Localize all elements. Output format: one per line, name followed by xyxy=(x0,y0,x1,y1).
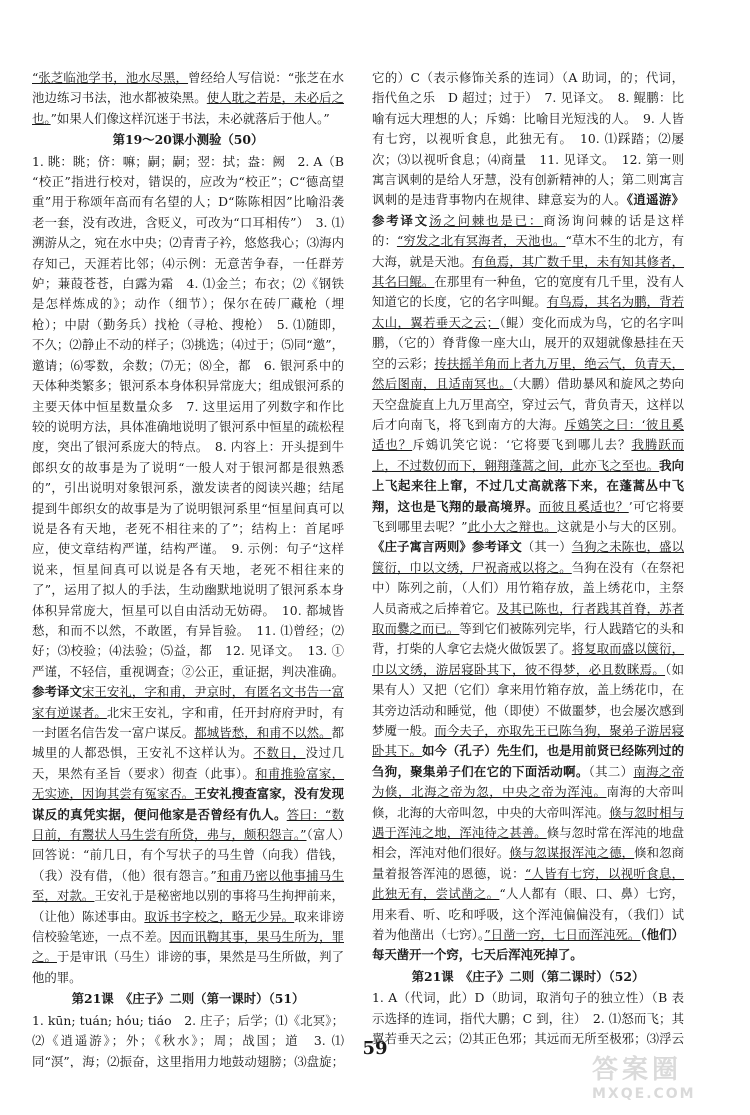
text-block xyxy=(32,152,344,989)
original-text-segment: 和甫乃密以他事捕马生至，对款。 xyxy=(32,867,344,904)
section-heading: 第21课 《庄子》二则（第二课时）（52） xyxy=(411,968,645,984)
bold-text-segment: 王安礼搜查富家，没有发现谋反的真凭实据，便问他家是否曾经有仇人。 xyxy=(32,786,344,822)
text-segment: （如果有人）又把（它们）拿来用竹箱存放，盖上绣花巾，在其旁边活动和睡觉，他（即使）不做噩梦，也会屡次感到梦魇一般。 xyxy=(372,661,684,738)
watermark-top-text: 答案圈 xyxy=(592,1055,683,1085)
left-column xyxy=(32,68,344,1068)
text-segment: （富人）回答说：“前几日，有个写状子的马生曾（向我）借钱，（我）没有借，（他）很有怨言。” xyxy=(32,827,344,883)
original-text-segment: 有鱼焉，其广数千里，未有知其修者，其名曰鲲。 xyxy=(372,253,684,290)
original-text-segment: “张芝临池学书，池水尽黑， xyxy=(32,70,189,85)
text-segment: 这就是小与大的区别。 xyxy=(556,518,684,534)
text-segment: 没过几天，果然有圣旨（要求）彻查（此事）。 xyxy=(32,745,344,781)
text-segment: 曾经给人写信说：“张芝在水池边练习书法，池水都被染黑。 xyxy=(32,70,344,106)
original-text-segment: 取诉书字校之，略无少异。 xyxy=(144,908,295,924)
bold-text-segment: 我向上飞起来往上窜，不过几丈高就落下来，在蓬蒿丛中飞翔，这也是飞翔的最高境界。 xyxy=(372,457,684,514)
original-text-segment: 都城皆愁，和甫不以然。 xyxy=(194,725,332,740)
text-segment: 刍狗在没有（在祭祀中）陈列之前，（人们）用竹箱存放，盖上绣花巾，主祭人员斋戒之后捧着它。 xyxy=(372,559,684,616)
page-number: 59 xyxy=(362,1038,388,1059)
text-segment: 倏和忽商量着报答浑沌的恩德，说： xyxy=(372,845,684,881)
text-segment: 1. 眺：眺；侪：嘛；嗣；嗣；翌：拭；盎：阙 2. A（B “校正”指进行校对，错误的，应改为“校正”；C“德高望重”用于称颂年高而有名望的人；D“陈陈相因”比喻沿袭老一套，没有改进，含贬义，可改为“口耳相传”） 3. ⑴溯游从之，宛在水中央；⑵青青子衿，悠悠我心；⑶海内存知己，天涯若比邻；⑷示例：无意苦争春，一任群芳妒；蒹葭苍苍，白露为霜 4. ⑴金兰；布衣；⑵《钢铁是怎样炼成的》；动作（细节）；保尔在砖厂藏枪（埋枪）；中尉（勤务兵）找枪（寻枪、搜枪） 5. ⑴随即，不久；⑵静止不动的样子；⑶挑选；⑷过于；⑸同“邀”，邀请；⑹零数，余数；⑺无；⑻全，都 6. 银河系中的天体种类繁多；银河系本身体积异常庞大；组成银河系的主要天体中恒星数量众多 7. 这里运用了列数字和作比较的说明方法，具体准确地说明了银河系中恒星的疏松程度，突出了银河系庞大的特点。 8. 内容上：开头提到牛郎织女的故事是为了说明“一般人对于银河都是很熟悉的”，引出说明对象银河系，激发读者的阅读兴趣；结尾提到牛郎织女的故事是为了说明银河系里“恒星间真可以说是各有天地，老死不相往来的了”；结构上：首尾呼应，使文章结构严谨，结构严谨。 9. 示例：句子“这样说来，恒星间真可以说是各有天地，老死不相往来的了”，运用了拟人的手法，生动幽默地说明了银河系本身体积异常庞大，恒星可以自由活动无妨碍。 10. 都城皆愁，和而不以然，不敢匿，有异旨验。 11. ⑴曾经；⑵好；⑶校验；⑷法验；⑸益，都 12. 见译文。 13. ①严谨，不轻信，重视调查；②公正，重证据，判决准确。 xyxy=(32,153,344,679)
bold-text-segment: 《逍遥游》参考译文 xyxy=(372,192,684,228)
text-segment: 倏与忽时常在浑沌的地盘相会，浑沌对他们很好。 xyxy=(372,825,684,861)
original-text-segment: 将复取而盛以箧衍，巾以文绣，游居寝卧其下，彼不得梦，必且数眯焉。 xyxy=(372,641,684,677)
original-text-segment: ”日凿一窍，七日而浑沌死。 xyxy=(484,927,641,943)
watermark-bottom-text: MXQE.COM xyxy=(592,1086,696,1102)
right-column xyxy=(372,68,684,1048)
bold-text-segment: 《庄子寓言两则》参考译文 xyxy=(372,539,522,555)
text-segment: 1. kūn; tuán; hóu; tiáo 2. 庄子；后学；⑴《北冥》；⑵《逍遥游》；外；《秋水》；周；战国；道 3. ⑴同“溟”，海；⑵振奋，这里指用力地鼓动翅膀；⑶盘旋； xyxy=(32,1012,344,1068)
text-segment: 南海的大帝叫倏，北海的大帝叫忽，中央的大帝叫浑沌。 xyxy=(372,784,684,820)
text-segment: “草木不生的北方，有大海，就是天池。 xyxy=(372,233,684,269)
original-text-segment: 因而讯鞫其事，果马生所为，罪之。 xyxy=(32,929,344,965)
text-segment: 都城里的人都恐惧，王安礼不这样认为。 xyxy=(32,725,344,761)
text-segment: （其一） xyxy=(521,539,572,555)
original-text-segment: 我腾跃而上，不过数仞而下，翱翔蓬蒿之间，此亦飞之至也。 xyxy=(372,437,684,473)
text-segment: 于是审讯（马生）诽谤的事，果然是马生所做，判了他的罪。 xyxy=(32,949,344,985)
original-text-segment: 及其已陈也，行者践其首脊，苏者取而爨之而已。 xyxy=(372,600,684,636)
text-segment: 1. A（代词，此）D（助词，取消句子的独立性）（B 表示选择的连词，指代大鹏；C 到，往） 2. ⑴怒而飞；其翼若垂天之云；⑵其正色邪；其远而无所至极邪；⑶浮云 xyxy=(372,990,684,1047)
text-segment: （其二） xyxy=(588,763,634,779)
text-block xyxy=(32,68,344,129)
watermark-logo xyxy=(592,1049,742,1109)
original-text-segment: 此小大之辩也。 xyxy=(467,518,557,534)
original-text-segment: 而今夫子，亦取先王已陈刍狗，聚弟子游居寝卧其下。 xyxy=(372,723,684,759)
text-segment: 取来诽谤信校验笔迹，一点不差。 xyxy=(32,908,344,945)
original-text-segment: 有鸟焉，其名为鹏，背若太山，翼若垂天之云； xyxy=(372,294,684,330)
original-text-segment: 和甫推验富家，无实迹，因询其尝有冤家否。 xyxy=(32,765,344,802)
text-segment: （大鹏）借助暴风和旋风之势向天空盘旋直上九万里高空，穿过云气，背负青天，这样以后才向南飞，将飞到南方的大海。 xyxy=(372,376,684,432)
original-text-segment: 斥鴳笑之曰：‘彼且奚适也？ xyxy=(372,416,684,453)
text-segment: ’可它将要飞到哪里去呢？” xyxy=(372,498,684,534)
section-heading: 第21课 《庄子》二则（第一课时）（51） xyxy=(71,991,305,1007)
text-segment: （鲲）变化而成为鸟，它的名字叫鹏，（它的）脊背像一座大山，展开的双翅就像悬挂在天空的云彩； xyxy=(372,314,684,371)
bold-text-segment: 如今（孔子）先生们，也是用前贤已经陈列过的刍狗，聚集弟子们在它的下面活动啊。 xyxy=(372,743,684,779)
text-block xyxy=(372,68,684,966)
original-text-segment: 刍狗之未陈也，盛以箧衍，巾以文绣，尸祝斋戒以将之。 xyxy=(372,539,684,575)
original-text-segment: 倏与忽时相与遇于浑沌之地，浑沌待之甚善。 xyxy=(372,804,684,841)
original-text-segment: 倏与忽谋报浑沌之德， xyxy=(509,845,635,861)
text-segment: 等到它们被陈列完毕，行人践踏它的头和背，打柴的人拿它去烧火做饭罢了。 xyxy=(372,620,684,657)
original-text-segment: 汤之问棘也是已： xyxy=(429,212,544,228)
text-segment: 王安礼于是秘密地以别的事将马生拘押前来，（让他）陈述事由。 xyxy=(32,888,344,924)
text-segment: 它的）C（表示修饰关系的连词）（A 助词，的；代词，指代鱼之乐 D 超过；过于） 7. 见译文。 8. 鲲鹏：比喻有远大理想的人；斥鴳：比喻目光短浅的人。 9. 人皆有七窍，以视听食息，此独无有。 10. ⑴踩踏；⑵屡次；⑶以视听食息；⑷商量 11. 见译文。 12. 第一则寓言讽刺的是给人牙慧，没有创新精神的人；第二则寓言讽刺的是违背事物内在规律、肆意妄为的人。 xyxy=(372,70,684,208)
text-segment: 在那里有一种鱼，它的宽度有几千里，没有人知道它的长度，它的名字叫鲲。 xyxy=(372,274,684,310)
text-segment: 商汤询问棘的话是这样的： xyxy=(372,212,684,249)
original-text-segment: “人皆有七窍，以视听食息，此独无有，尝试凿之。 xyxy=(372,865,684,902)
text-segment: “人人都有（眼、口、鼻）七窍，用来看、听、吃和呼吸，这个浑沌偏偏没有，（我们）试着为他凿出（七窍）。 xyxy=(372,886,684,943)
original-text-segment: 答曰：“数日前，有鬻状人马生尝有所贷，弗与，颇积怨言。” xyxy=(32,806,344,843)
text-segment: ”如果人们像这样沉迷于书法，未必就落后于他人。” xyxy=(50,110,330,126)
original-text-segment: 使人耽之若是，未必后之也。 xyxy=(32,90,344,126)
original-text-segment: 抟扶摇羊角而上者九万里，绝云气，负青天，然后图南，且适南冥也。 xyxy=(372,355,684,392)
text-segment: 北宋王安礼，字和甫，任开封府府尹时，有一封匿名信告发一富户谋反。 xyxy=(32,704,344,740)
original-text-segment: 不数日， xyxy=(253,745,306,761)
original-text-segment: “穷发之北有冥海者，天池也。 xyxy=(396,233,566,249)
bold-text-segment: （他们）每天凿开一个窍，七天后浑沌死掉了。 xyxy=(372,927,684,963)
section-heading: 第19～20课小测验（50） xyxy=(112,132,264,148)
bold-text-segment: 参考译文 xyxy=(32,684,82,700)
original-text-segment: 南海之帝为倏，北海之帝为忽，中央之帝为浑沌。 xyxy=(372,763,684,800)
original-text-segment: 而彼且奚适也？ xyxy=(538,498,629,514)
original-text-segment: 宋王安礼，字和甫，尹京时，有匿名文书告一富家有逆谋者。 xyxy=(32,684,344,720)
text-segment: 斥鴳讥笑它说：‘它将要飞到哪儿去？ xyxy=(412,437,632,453)
